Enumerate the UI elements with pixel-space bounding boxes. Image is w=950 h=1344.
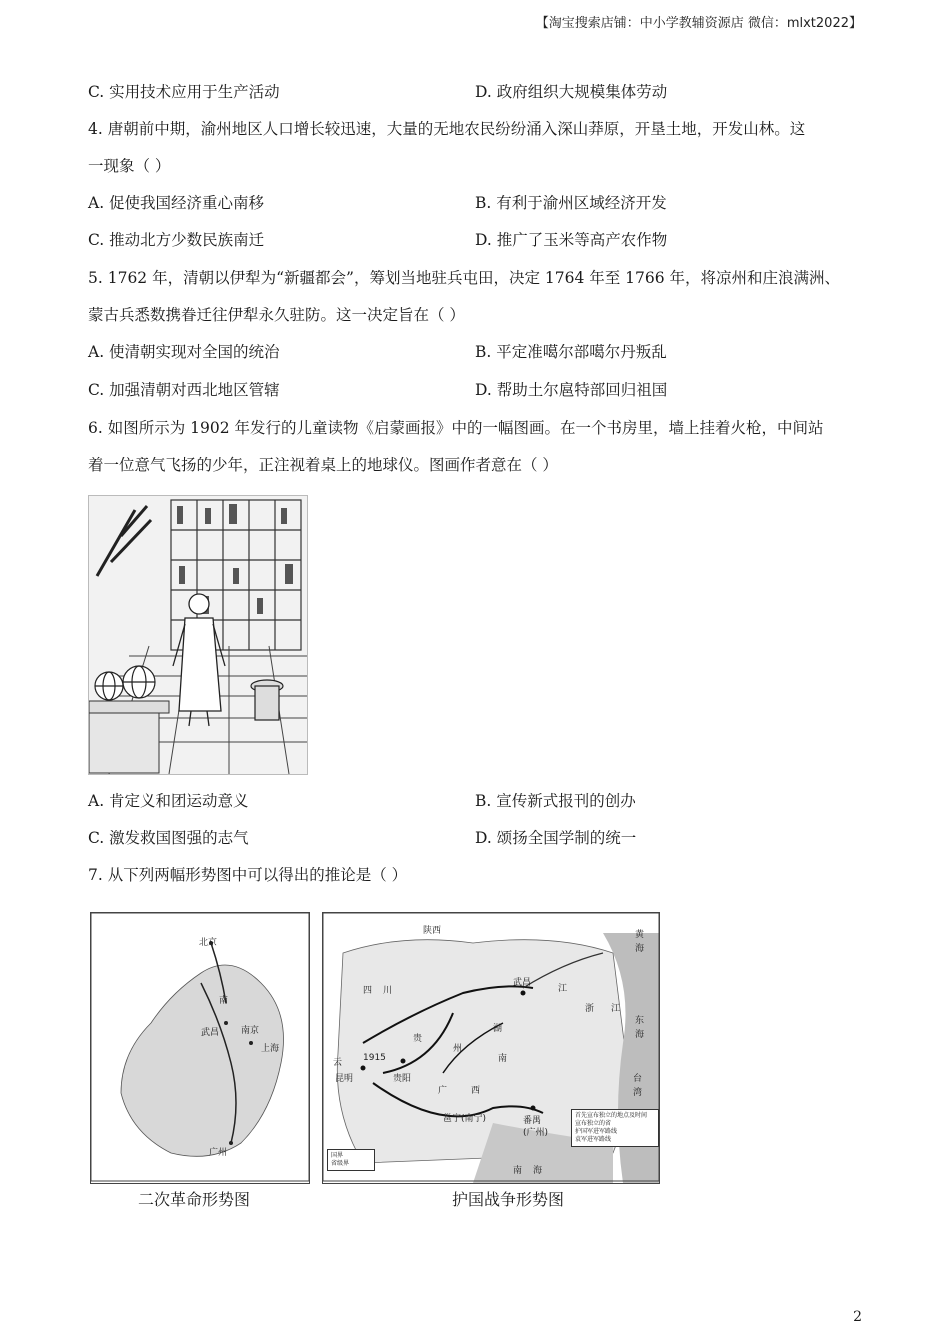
q4-stem-line1: 4. 唐朝前中期，渝州地区人口增长较迅速，大量的无地农民纷纷涌入深山莽原，开垦土地，开发山林。这 [88, 120, 806, 138]
map2-label-wan: 湾 [633, 1088, 643, 1098]
q3-option-d: D. 政府组织大规模集体劳动 [475, 83, 668, 101]
legend-item: 省级界 [331, 1160, 350, 1167]
national-protection-war-map [322, 912, 660, 1184]
second-revolution-map [90, 912, 310, 1184]
legend-item: 护国军进军路线 [575, 1128, 618, 1135]
map2-label-panyu: 番禺 [523, 1116, 542, 1126]
q4-option-c: C. 推动北方少数民族南迁 [88, 231, 265, 249]
map2-label-1915: 1915 [363, 1053, 386, 1063]
map2-label-huang: 黄 [635, 930, 645, 940]
map2-label-hai-east: 海 [635, 1030, 645, 1040]
map2-label-wuchang: 武昌 [513, 978, 532, 988]
page-header: 【淘宝搜索店铺：中小学教辅资源店 微信：mlxt2022】 [535, 16, 862, 31]
q5-option-b: B. 平定准噶尔部噶尔丹叛乱 [475, 343, 667, 361]
map2-label-hai-yellow: 海 [635, 944, 645, 954]
map2-label-gui: 贵 [413, 1034, 423, 1044]
q5-option-c: C. 加强清朝对西北地区管辖 [88, 381, 280, 399]
map2-label-guiyang: 贵阳 [393, 1074, 412, 1084]
legend-item: 宣布独立的省 [575, 1120, 612, 1127]
map2-label-yun: 云 [333, 1058, 343, 1068]
map2-label-nan-sea: 南 [513, 1166, 523, 1176]
q4-stem-line2: 一现象（ ） [88, 157, 171, 175]
qimeng-huabao-illustration [88, 495, 308, 775]
q6-option-c: C. 激发救国图强的志气 [88, 829, 249, 847]
q6-option-b: B. 宣传新式报刊的创办 [475, 792, 636, 810]
q5-option-a: A. 使清朝实现对全国的统治 [88, 343, 280, 361]
q5-option-d: D. 帮助土尔扈特部回归祖国 [475, 381, 668, 399]
map1-label-shanghai: 上海 [261, 1044, 280, 1054]
caption-national-protection-war: 护国战争形势图 [452, 1190, 565, 1209]
legend-item: 首先宣布独立的地点及时间 [575, 1112, 648, 1119]
q4-option-a: A. 促使我国经济重心南移 [88, 194, 265, 212]
map2-label-zhou: 州 [453, 1044, 463, 1054]
map2-label-shaanxi: 陕西 [423, 926, 442, 936]
map2-label-jiang-1: 江 [558, 984, 568, 994]
map2-label-hai-south: 海 [533, 1166, 543, 1176]
map2-label-zhe: 浙 [585, 1004, 595, 1014]
q3-option-c: C. 实用技术应用于生产活动 [88, 83, 280, 101]
map2-label-dong: 东 [635, 1016, 645, 1026]
map2-label-hu: 湖 [493, 1024, 503, 1034]
q7-maps [88, 910, 662, 1184]
q7-stem: 7. 从下列两幅形势图中可以得出的推论是（ ） [88, 866, 408, 884]
map2-boundary-legend [327, 1149, 375, 1171]
q4-option-b: B. 有利于渝州区域经济开发 [475, 194, 667, 212]
map2-label-nan: 南 [498, 1054, 508, 1064]
map1-label-guangzhou: 广州 [209, 1148, 228, 1158]
map2-label-kunming: 昆明 [335, 1074, 354, 1084]
map1-label-nanjing: 南京 [241, 1026, 260, 1036]
q6-stem-line2: 着一位意气飞扬的少年，正注视着桌上的地球仪。图画作者意在（ ） [88, 456, 558, 474]
map2-label-guang: 广 [438, 1086, 448, 1096]
q6-option-a: A. 肯定义和团运动意义 [88, 792, 249, 810]
map2-label-si: 四 [363, 986, 373, 996]
page-number: 2 [853, 1309, 862, 1325]
map2-label-xi: 西 [471, 1086, 481, 1096]
map1-label-nan: 南 [219, 996, 229, 1006]
map2-label-tai: 台 [633, 1074, 643, 1084]
map2-label-chuan: 川 [383, 986, 393, 996]
map1-label-wuchang: 武昌 [201, 1028, 220, 1038]
map2-label-guangzhou: (广州) [523, 1128, 549, 1138]
legend-item: 国界 [331, 1152, 344, 1159]
q6-option-d: D. 颂扬全国学制的统一 [475, 829, 637, 847]
map2-legend [571, 1109, 659, 1147]
q5-stem-line2: 蒙古兵悉数携眷迁往伊犁永久驻防。这一决定旨在（ ） [88, 306, 465, 324]
map2-label-nanning: 邕宁(南宁) [443, 1114, 487, 1124]
map1-label-beijing: 北京 [199, 938, 218, 948]
q6-stem-line1: 6. 如图所示为 1902 年发行的儿童读物《启蒙画报》中的一幅图画。在一个书房里，墙上挂着火枪，中间站 [88, 419, 824, 437]
caption-second-revolution: 二次革命形势图 [138, 1190, 251, 1209]
legend-item: 袁军进军路线 [575, 1136, 612, 1143]
map2-label-jiang-2: 江 [611, 1004, 621, 1014]
q4-option-d: D. 推广了玉米等高产农作物 [475, 231, 668, 249]
q5-stem-line1: 5. 1762 年，清朝以伊犁为“新疆都会”，筹划当地驻兵屯田，决定 1764 年至 1766 年，将凉州和庄浪满洲、 [88, 269, 841, 287]
